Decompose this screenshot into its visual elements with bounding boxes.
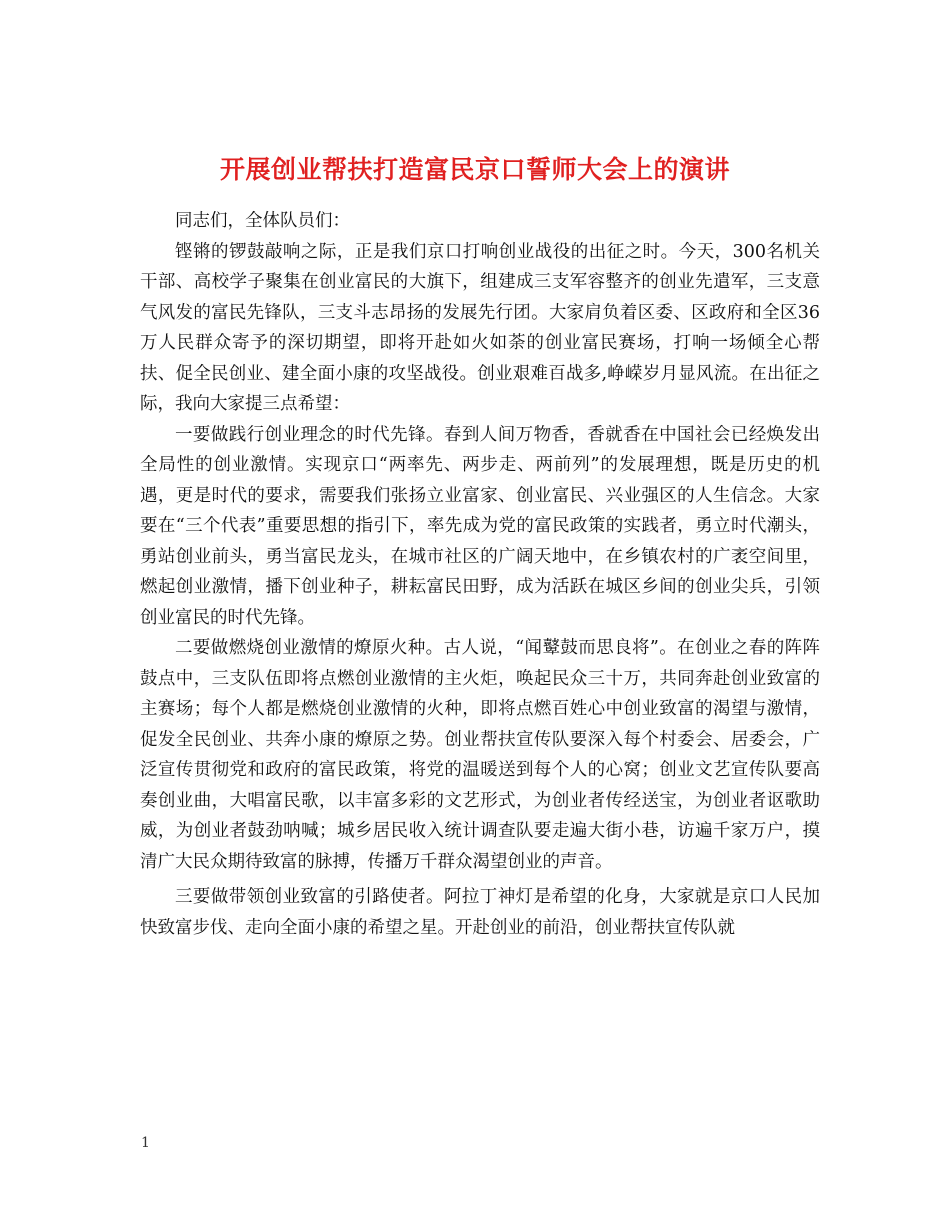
opening-paragraph: 铿锵的锣鼓敲响之际，正是我们京口打响创业战役的出征之时。今天，300名机关干部、高校学子聚集在创业富民的大旗下，组建成三支军容整齐的创业先遣军，三支意气风发的富民先锋队，三支斗志昂扬的发展先行团。大家肩负着区委、区政府和全区36万人民群众寄予的深切期望，即将开赴如火如荼的创业富民赛场，打响一场倾全心帮扶、促全民创业、建全面小康的攻坚战役。创业艰难百战多,峥嵘岁月显风流。在出征之际，我向大家提三点希望： bbox=[140, 241, 820, 414]
document-body bbox=[140, 206, 820, 943]
third-hope-paragraph: 三要做带领创业致富的引路使者。阿拉丁神灯是希望的化身，大家就是京口人民加快致富步伐、走向全面小康的希望之星。开赴创业的前沿，创业帮扶宣传队就 bbox=[140, 887, 820, 938]
first-hope-paragraph: 一要做践行创业理念的时代先锋。春到人间万物香，香就香在中国社会已经焕发出全局性的创业激情。实现京口“两率先、两步走、两前列”的发展理想，既是历史的机遇，更是时代的要求，需要我们张扬立业富家、创业富民、兴业强区的人生信念。大家要在“三个代表”重要思想的指引下，率先成为党的富民政策的实践者，勇立时代潮头，勇站创业前头，勇当富民龙头，在城市社区的广阔天地中，在乡镇农村的广袤空间里，燃起创业激情，播下创业种子，耕耘富民田野，成为活跃在城区乡间的创业尖兵，引领创业富民的时代先锋。 bbox=[140, 424, 820, 628]
second-hope-paragraph: 二要做燃烧创业激情的燎原火种。古人说，“闻鼙鼓而思良将”。在创业之春的阵阵鼓点中，三支队伍即将点燃创业激情的主火炬，唤起民众三十万，共同奔赴创业致富的主赛场；每个人都是燃烧创业激情的火种，即将点燃百姓心中创业致富的渴望与激情，促发全民创业、共奔小康的燎原之势。创业帮扶宣传队要深入每个村委会、居委会，广泛宣传贯彻党和政府的富民政策，将党的温暖送到每个人的心窝；创业文艺宣传队要高奏创业曲，大唱富民歌，以丰富多彩的文艺形式，为创业者传经送宝，为创业者讴歌助威，为创业者鼓劲呐喊；城乡居民收入统计调查队要走遍大街小巷，访遍千家万户，摸清广大民众期待致富的脉搏，传播万千群众渴望创业的声音。 bbox=[140, 638, 820, 872]
salutation-paragraph: 同志们，全体队员们： bbox=[175, 211, 350, 231]
document-title: 开展创业帮扶打造富民京口誓师大会上的演讲 bbox=[219, 154, 730, 184]
page-number: 1 bbox=[141, 1135, 150, 1151]
